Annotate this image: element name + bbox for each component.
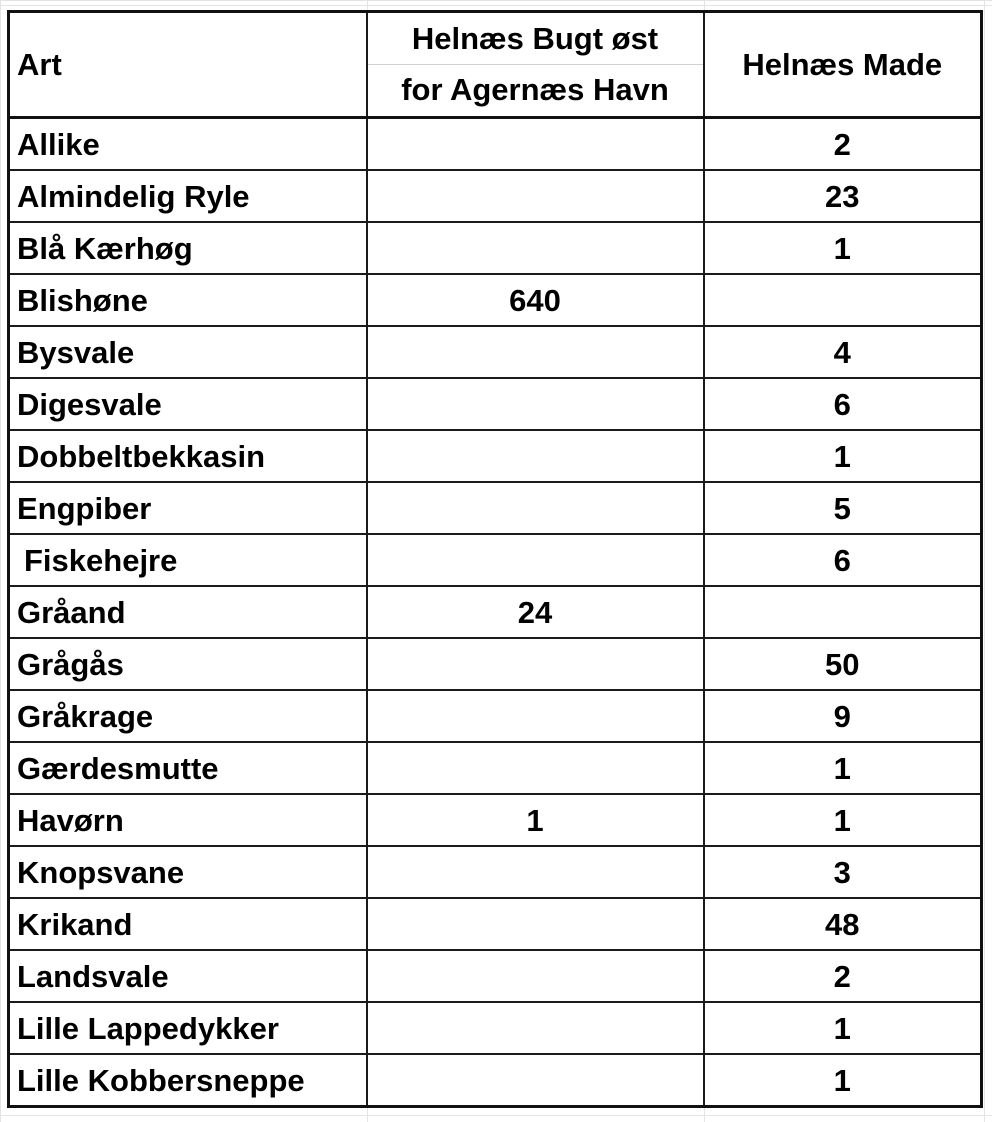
table-row [9,222,982,274]
count-helnaes-bugt[interactable] [367,378,704,430]
header-helnaes-bugt[interactable] [367,12,704,118]
count-helnaes-made[interactable]: 48 [704,898,982,950]
species-cell[interactable]: Digesvale [9,378,367,430]
table-row [9,170,982,222]
species-cell[interactable]: Bysvale [9,326,367,378]
sheet-gridline [984,0,985,1122]
count-helnaes-made[interactable]: 6 [704,378,982,430]
species-cell[interactable]: Almindelig Ryle [9,170,367,222]
table-row [9,950,982,1002]
table-row [9,586,982,638]
table-row [9,846,982,898]
count-helnaes-made[interactable]: 1 [704,430,982,482]
count-helnaes-bugt[interactable] [367,742,704,794]
count-helnaes-made[interactable]: 1 [704,794,982,846]
count-helnaes-bugt[interactable] [367,690,704,742]
count-helnaes-bugt[interactable] [367,534,704,586]
count-helnaes-bugt[interactable] [367,482,704,534]
count-helnaes-made[interactable]: 1 [704,742,982,794]
table-row [9,1002,982,1054]
count-helnaes-made[interactable]: 2 [704,118,982,171]
count-helnaes-made[interactable]: 1 [704,1002,982,1054]
count-helnaes-bugt[interactable] [367,638,704,690]
header-row [9,12,982,118]
count-helnaes-made[interactable]: 23 [704,170,982,222]
count-helnaes-made[interactable]: 9 [704,690,982,742]
count-helnaes-bugt[interactable]: 1 [367,794,704,846]
species-cell[interactable]: Engpiber [9,482,367,534]
table-row [9,326,982,378]
count-helnaes-made[interactable] [704,586,982,638]
count-helnaes-made[interactable] [704,274,982,326]
count-helnaes-bugt[interactable] [367,118,704,171]
species-cell[interactable]: Knopsvane [9,846,367,898]
sheet-gridline [0,5,992,6]
count-helnaes-bugt[interactable] [367,1054,704,1107]
species-cell[interactable]: Gråkrage [9,690,367,742]
sheet-gridline [0,1115,992,1116]
species-cell[interactable]: Allike [9,118,367,171]
header-helnaes-bugt-line2: for Agernæs Havn [368,64,703,115]
count-helnaes-made[interactable]: 1 [704,1054,982,1107]
count-helnaes-bugt[interactable] [367,950,704,1002]
species-cell[interactable]: Fiskehejre [9,534,367,586]
count-helnaes-made[interactable]: 5 [704,482,982,534]
header-art[interactable]: Art [9,12,367,118]
species-cell[interactable]: Havørn [9,794,367,846]
header-helnaes-bugt-line1: Helnæs Bugt øst [411,21,659,56]
species-cell[interactable]: Lille Kobbersneppe [9,1054,367,1107]
count-helnaes-made[interactable]: 1 [704,222,982,274]
count-helnaes-bugt[interactable]: 24 [367,586,704,638]
count-helnaes-made[interactable]: 50 [704,638,982,690]
species-cell[interactable]: Blå Kærhøg [9,222,367,274]
species-cell[interactable]: Dobbeltbekkasin [9,430,367,482]
header-helnaes-made[interactable]: Helnæs Made [704,12,982,118]
table-row [9,534,982,586]
table-row [9,482,982,534]
count-helnaes-bugt[interactable] [367,326,704,378]
count-helnaes-bugt[interactable] [367,222,704,274]
table-row [9,638,982,690]
species-cell[interactable]: Grågås [9,638,367,690]
count-helnaes-made[interactable]: 3 [704,846,982,898]
species-cell[interactable]: Krikand [9,898,367,950]
count-helnaes-bugt[interactable] [367,170,704,222]
count-helnaes-bugt[interactable] [367,1002,704,1054]
count-helnaes-made[interactable]: 4 [704,326,982,378]
table-row [9,794,982,846]
count-helnaes-bugt[interactable] [367,898,704,950]
count-helnaes-bugt[interactable] [367,846,704,898]
bird-count-table [7,10,983,1108]
table-row [9,1054,982,1107]
table-row [9,378,982,430]
species-cell[interactable]: Landsvale [9,950,367,1002]
table-row [9,430,982,482]
count-helnaes-made[interactable]: 6 [704,534,982,586]
count-helnaes-bugt[interactable] [367,430,704,482]
species-cell[interactable]: Gråand [9,586,367,638]
species-cell[interactable]: Lille Lappedykker [9,1002,367,1054]
count-helnaes-made[interactable]: 2 [704,950,982,1002]
table-row [9,690,982,742]
species-cell[interactable]: Gærdesmutte [9,742,367,794]
table-row [9,118,982,171]
count-helnaes-bugt[interactable]: 640 [367,274,704,326]
table-row [9,274,982,326]
table-row [9,742,982,794]
species-cell[interactable]: Blishøne [9,274,367,326]
table-row [9,898,982,950]
